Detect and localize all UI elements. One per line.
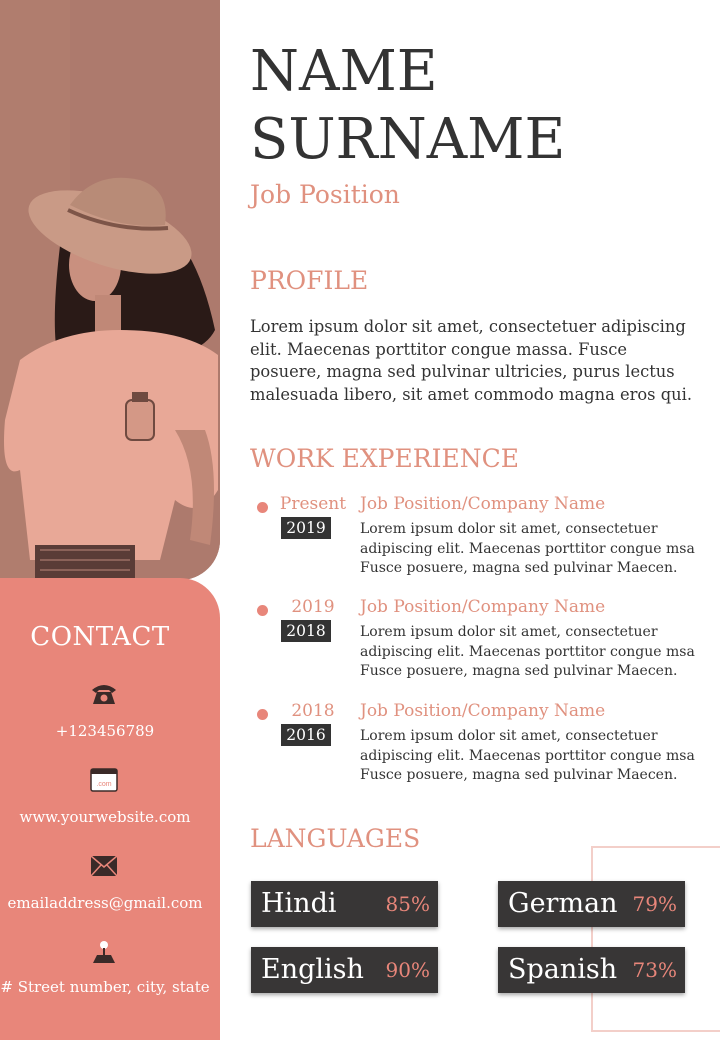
languages-heading: LANGUAGES	[250, 824, 421, 853]
experience-end-badge: 2019	[281, 517, 331, 539]
experience-description: Lorem ipsum dolor sit amet, consectetuer adipiscing elit. Maecenas porttitor congue msa Fusce posuere, magna sed pulvinar Maecen.	[360, 521, 695, 576]
name-line: NAME	[250, 39, 438, 104]
svg-text:.com: .com	[96, 781, 112, 788]
email-icon	[88, 852, 120, 880]
experience-start: Present	[279, 494, 347, 514]
experience-title: Job Position/Company Name	[360, 701, 606, 721]
experience-item	[250, 597, 710, 687]
profile-heading: PROFILE	[250, 266, 369, 295]
street-address: # Street number, city, state	[0, 978, 210, 996]
experience-start: 2019	[291, 597, 335, 617]
profile-text: Lorem ipsum dolor sit amet, consectetuer adipiscing elit. Maecenas porttitor congue massa. Fusce posuere, magna sed pulvinar ultricies, purus lectus malesuada libero, sit amet commodo magna eros qui.	[250, 317, 693, 404]
location-pin-icon	[88, 938, 120, 966]
website-icon	[88, 766, 120, 794]
phone-icon	[88, 680, 120, 708]
decorative-frame	[591, 846, 720, 1032]
language-percent: 85%	[385, 892, 430, 916]
language-name: English	[261, 954, 364, 985]
timeline-dot	[257, 502, 268, 513]
experience-start: 2018	[291, 701, 335, 721]
language-percent: 73%	[632, 958, 677, 982]
experience-item	[250, 701, 710, 791]
language-badge-spanish	[498, 947, 685, 993]
experience-description: Lorem ipsum dolor sit amet, consectetuer adipiscing elit. Maecenas porttitor congue msa Fusce posuere, magna sed pulvinar Maecen.	[360, 624, 695, 679]
timeline-dot	[257, 709, 268, 720]
language-badge-german	[498, 881, 685, 927]
work-experience-heading: WORK EXPERIENCE	[250, 444, 519, 473]
experience-title: Job Position/Company Name	[360, 597, 606, 617]
experience-description: Lorem ipsum dolor sit amet, consectetuer adipiscing elit. Maecenas porttitor congue msa Fusce posuere, magna sed pulvinar Maecen.	[360, 728, 695, 783]
job-position: Job Position	[250, 180, 400, 209]
language-percent: 79%	[632, 892, 677, 916]
email-address[interactable]: emailaddress@gmail.com	[7, 894, 203, 912]
language-name: Spanish	[508, 954, 618, 985]
language-name: German	[508, 888, 618, 919]
surname-line: SURNAME	[250, 107, 566, 172]
experience-title: Job Position/Company Name	[360, 494, 606, 514]
website-url[interactable]: www.yourwebsite.com	[19, 808, 191, 826]
portrait-illustration	[0, 0, 220, 580]
language-badge-english	[251, 947, 438, 993]
experience-end-badge: 2016	[281, 724, 331, 746]
contact-title: CONTACT	[30, 622, 170, 652]
language-badge-hindi	[251, 881, 438, 927]
profile-photo	[0, 0, 220, 580]
left-column	[0, 0, 220, 1040]
contact-panel	[0, 578, 220, 1040]
experience-end-badge: 2018	[281, 620, 331, 642]
full-name	[250, 38, 565, 174]
phone-number[interactable]: +123456789	[55, 722, 155, 740]
language-name: Hindi	[261, 888, 337, 919]
language-percent: 90%	[385, 958, 430, 982]
experience-item	[250, 494, 710, 584]
timeline-dot	[257, 605, 268, 616]
